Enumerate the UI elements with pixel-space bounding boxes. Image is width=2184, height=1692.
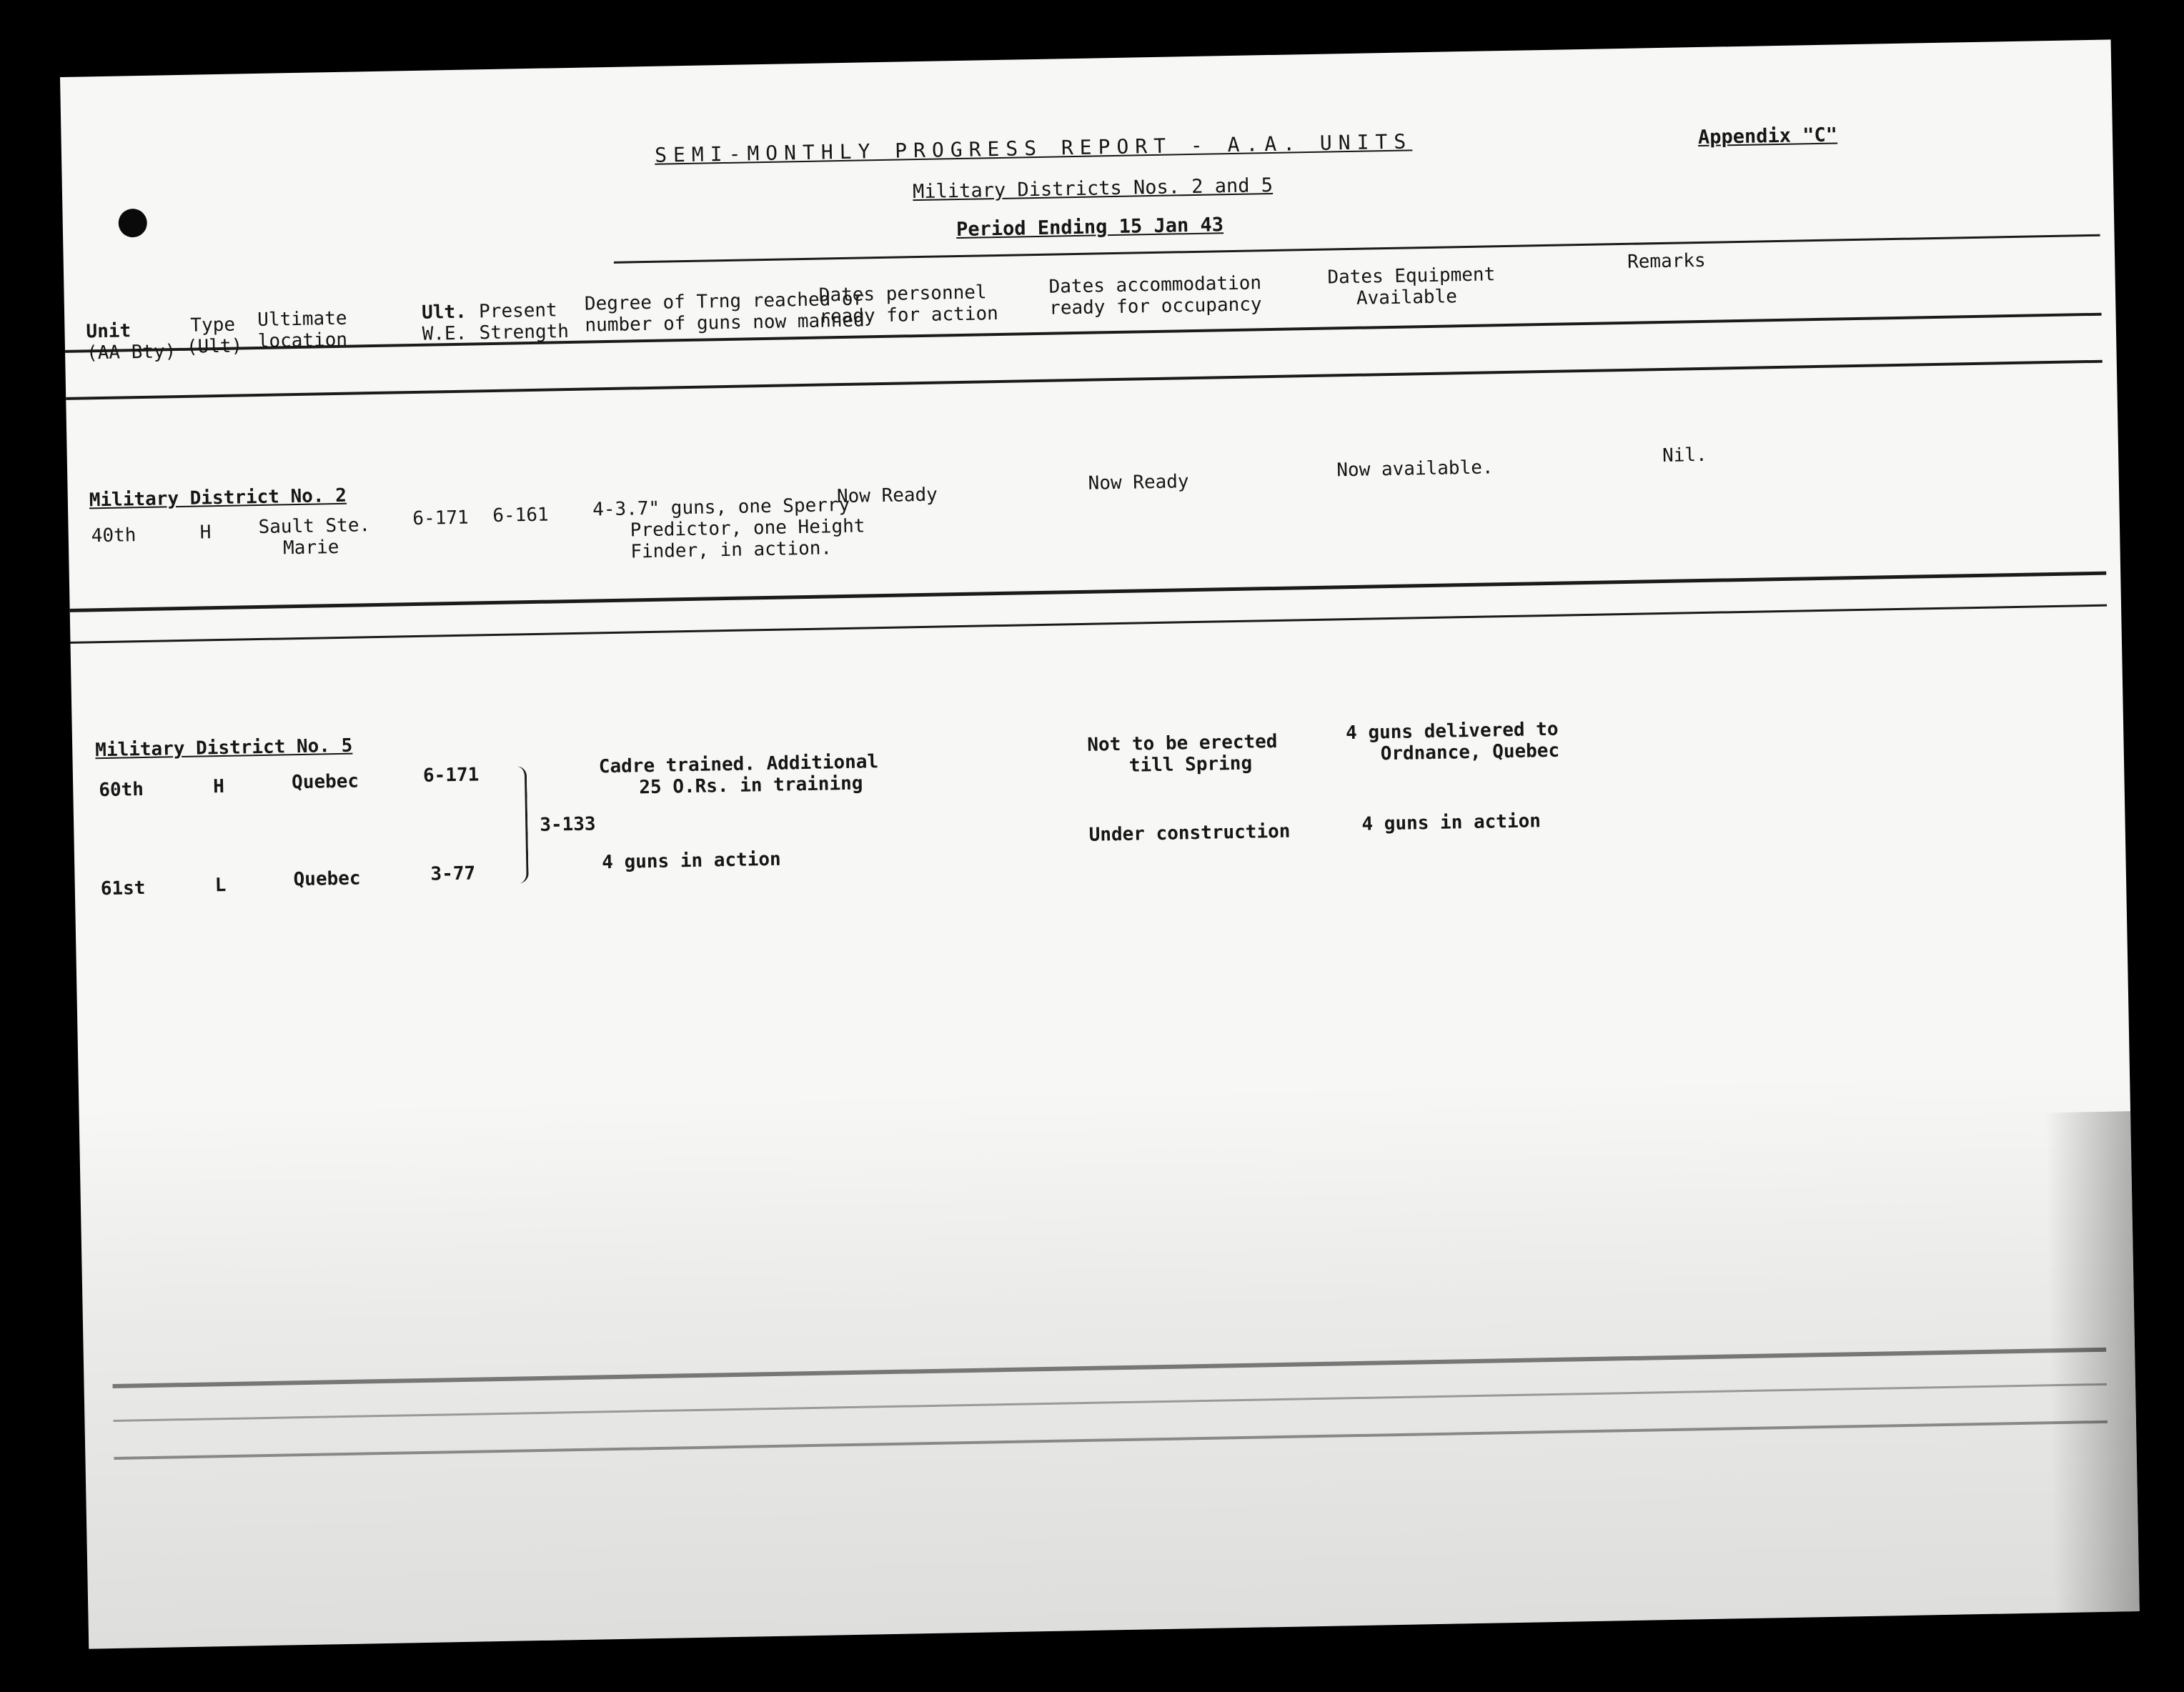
column-header-bottom-rule [66,360,2103,400]
type-cell: H [212,775,225,798]
training-cell-line1: 4-3.7" guns, one Sperry [592,494,850,521]
col-type-line2: (Ult) [186,335,243,358]
type-cell: L [214,874,227,897]
col-unit-line1: Unit [86,320,131,343]
present-strength-cell: 6-161 [492,504,549,527]
location-cell: Quebec [293,867,361,891]
training-cell-line3: Finder, in action. [630,537,833,563]
location-cell-line1: Sault Ste. [258,514,371,539]
report-subtitle: Military Districts Nos. 2 and 5 [912,174,1274,204]
appendix-label: Appendix "C" [1697,124,1838,149]
accommodation-cell-line1: Not to be erected [1087,730,1278,756]
col-equipment-line2: Available [1356,286,1458,309]
col-strength-line2: Strength [479,321,570,344]
page-shading [79,1068,2139,1648]
training-cell: 4 guns in action [601,848,781,874]
col-strength-line1: Present [478,299,557,323]
type-cell: H [199,522,212,544]
col-ultwe-line2: W.E. [422,322,467,345]
personnel-cell: Now Ready [836,484,938,508]
equipment-cell-line2: Ordnance, Quebec [1380,740,1560,765]
equipment-cell: 4 guns in action [1361,810,1542,835]
unit-cell: 61st [100,877,146,900]
document-page [60,39,2140,1648]
report-title: SEMI-MONTHLY PROGRESS REPORT - A.A. UNITS [654,129,1413,167]
combined-present-strength: 3-133 [540,813,596,836]
unit-cell: 40th [91,524,136,547]
col-personnel-line2: ready for action [819,303,999,328]
accommodation-cell-line2: till Spring [1128,752,1253,777]
equipment-cell: Now available. [1336,457,1494,482]
edge-shadow [2045,1111,2140,1613]
report-period: Period Ending 15 Jan 43 [955,214,1224,242]
ult-we-cell: 6-171 [422,764,480,787]
unit-cell: 60th [99,779,144,802]
col-training-line1: Degree of Trng reached or [584,288,865,315]
section-rule [70,604,2107,644]
col-ultwe-line1: Ult. [421,301,467,324]
district-2-heading: Military District No. 2 [89,484,347,512]
district-5-heading: Military District No. 5 [95,735,353,762]
col-personnel-line1: Dates personnel [818,282,987,307]
equipment-cell-line1: 4 guns delivered to [1345,718,1559,745]
col-type-line1: Type [190,314,236,337]
accommodation-cell: Now Ready [1088,471,1189,494]
section-rule [70,572,2107,612]
col-location-line2: location [257,329,348,352]
accommodation-cell: Under construction [1088,820,1291,846]
col-accommodation-line2: ready for occupancy [1048,294,1262,319]
col-training-line2: number of guns now manned [585,309,865,337]
punch-hole [118,209,147,238]
col-accommodation-line1: Dates accommodation [1048,272,1262,298]
remarks-cell: Nil. [1662,444,1707,467]
ult-we-cell: 3-77 [430,862,476,885]
training-cell-line2: Predictor, one Height [630,515,865,542]
col-location-line1: Ultimate [257,307,347,331]
location-cell: Quebec [291,770,359,794]
col-remarks: Remarks [1627,249,1706,273]
grouping-bracket [515,766,529,883]
col-unit-line2: (AA Bty) [86,341,177,364]
col-equipment-line1: Dates Equipment [1327,264,1496,289]
location-cell-line2: Marie [282,536,339,559]
ult-we-cell: 6-171 [412,507,469,530]
training-cell-line2: 25 O.Rs. in training [639,772,863,799]
header-rule [614,234,2100,264]
training-cell-line1: Cadre trained. Additional [598,751,879,778]
column-header-rule [65,313,2102,353]
